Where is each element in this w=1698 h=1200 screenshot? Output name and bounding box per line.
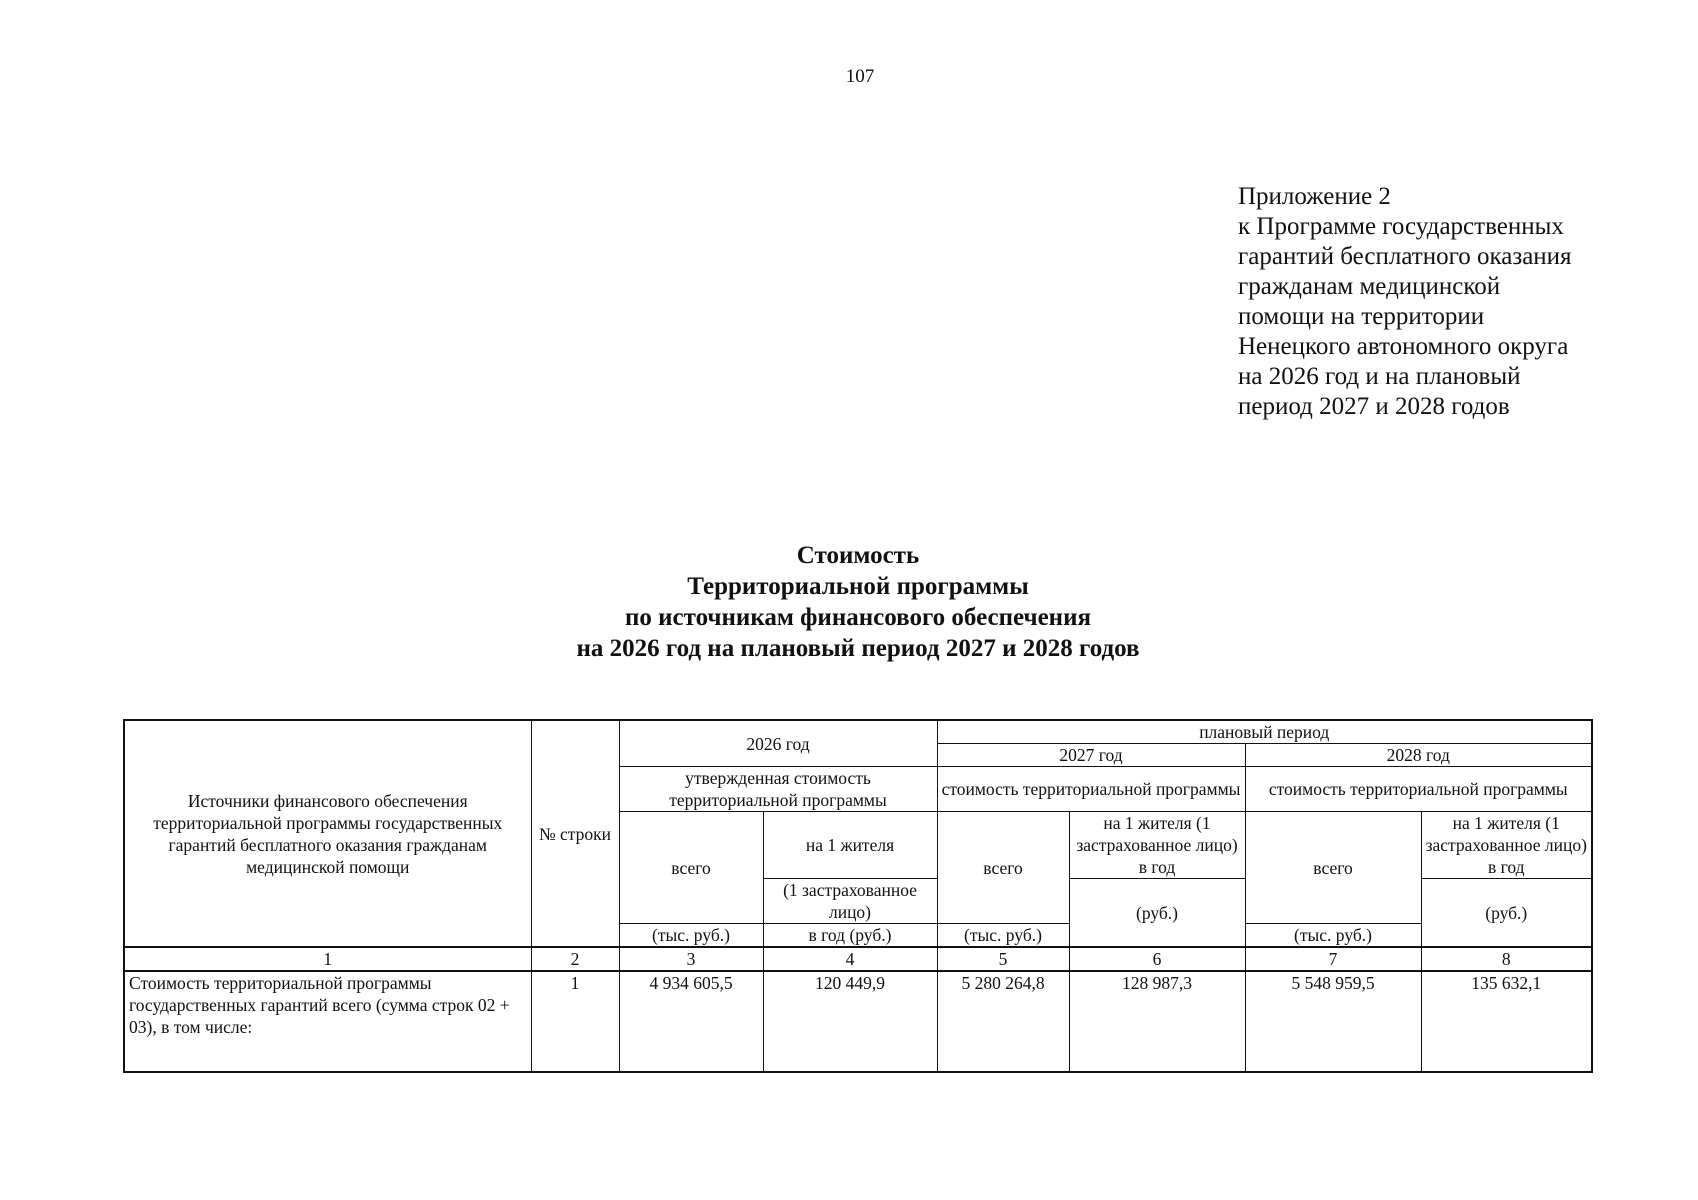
row-number: 1 <box>531 971 619 1072</box>
header-planned-period: плановый период <box>937 720 1592 744</box>
header-unit-total-2027: (тыс. руб.) <box>937 924 1069 948</box>
header-unit-per-2028: (руб.) <box>1421 879 1592 948</box>
header-total-2027: всего <box>937 812 1069 924</box>
value-2027-per-resident: 128 987,3 <box>1069 971 1245 1072</box>
header-per-resident-2027: на 1 жителя (1 застрахованное лицо) в год <box>1069 812 1245 879</box>
column-number: 8 <box>1421 947 1592 971</box>
document-title <box>0 540 1698 664</box>
title-line: Территориальной программы <box>687 573 1029 600</box>
column-number: 7 <box>1245 947 1421 971</box>
column-number: 2 <box>531 947 619 971</box>
column-number: 1 <box>124 947 531 971</box>
appendix-line: на 2026 год и на плановый <box>1238 363 1521 390</box>
title-line: по источникам финансового обеспечения <box>624 604 1092 631</box>
header-unit-per-2026: в год (руб.) <box>763 924 937 948</box>
appendix-line: период 2027 и 2028 годов <box>1238 393 1510 420</box>
header-sources: Источники финансового обеспечения территориальной программы государственных гарантий бесплатного оказания гражданам медицинской помощи <box>124 720 531 947</box>
header-total-2028: всего <box>1245 812 1421 924</box>
table-row <box>124 971 1592 1072</box>
header-cost-2027: стоимость территориальной программы <box>937 767 1245 812</box>
appendix-line: Ненецкого автономного округа <box>1238 333 1569 360</box>
header-cost-2028: стоимость территориальной программы <box>1245 767 1592 812</box>
header-year-2026: 2026 год <box>619 720 937 767</box>
appendix-note <box>1238 182 1572 422</box>
header-unit-per-2027: (руб.) <box>1069 879 1245 948</box>
header-row-number: № строки <box>531 720 619 947</box>
appendix-line: к Программе государственных <box>1238 213 1564 240</box>
header-per-resident-2026: на 1 жителя <box>763 812 937 879</box>
cost-table <box>123 719 1593 1073</box>
value-2027-total: 5 280 264,8 <box>937 971 1069 1072</box>
appendix-line: гражданам медицинской <box>1238 273 1501 300</box>
header-year-2027: 2027 год <box>937 744 1245 767</box>
title-line: Стоимость <box>796 542 920 569</box>
page-number: 107 <box>845 66 875 87</box>
header-total-2026: всего <box>619 812 763 924</box>
header-insured-2026: (1 застрахованное лицо) <box>763 879 937 924</box>
column-number: 5 <box>937 947 1069 971</box>
header-year-2028: 2028 год <box>1245 744 1592 767</box>
value-2028-total: 5 548 959,5 <box>1245 971 1421 1072</box>
value-2028-per-resident: 135 632,1 <box>1421 971 1592 1072</box>
header-unit-total-2028: (тыс. руб.) <box>1245 924 1421 948</box>
title-line: на 2026 год на плановый период 2027 и 2028 годов <box>576 635 1140 662</box>
value-2026-per-resident: 120 449,9 <box>763 971 937 1072</box>
appendix-line: Приложение 2 <box>1238 183 1391 210</box>
header-approved-cost: утвержденная стоимость территориальной программы <box>619 767 937 812</box>
column-number: 6 <box>1069 947 1245 971</box>
value-2026-total: 4 934 605,5 <box>619 971 763 1072</box>
header-unit-total-2026: (тыс. руб.) <box>619 924 763 948</box>
column-number: 4 <box>763 947 937 971</box>
appendix-line: помощи на территории <box>1238 303 1485 330</box>
appendix-line: гарантий бесплатного оказания <box>1238 243 1572 270</box>
row-source-name: Стоимость территориальной программы государственных гарантий всего (сумма строк 02 + 03), в том числе: <box>124 971 531 1072</box>
column-number: 3 <box>619 947 763 971</box>
header-per-resident-2028: на 1 жителя (1 застрахованное лицо) в год <box>1421 812 1592 879</box>
